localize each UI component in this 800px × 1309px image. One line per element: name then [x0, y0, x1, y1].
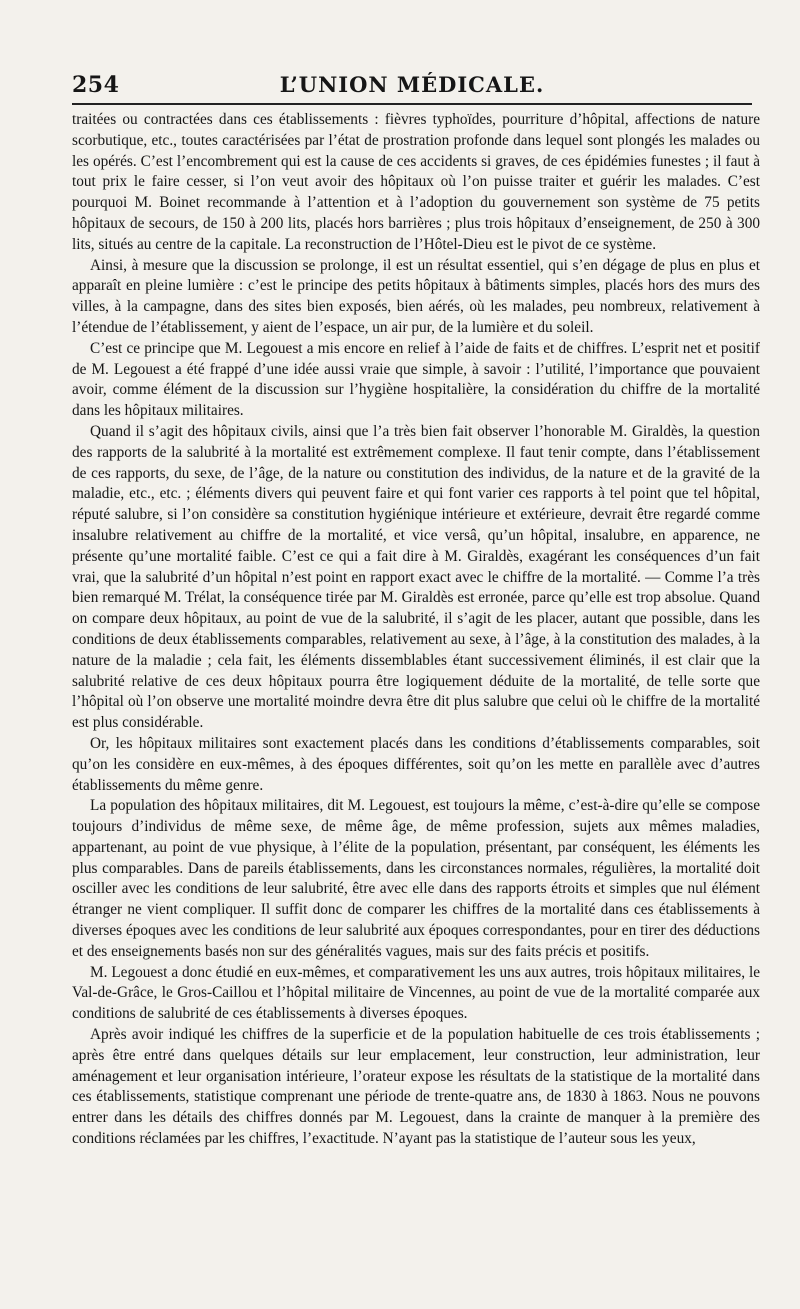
body-text [72, 110, 760, 1150]
paragraph-3: C’est ce principe que M. Legouest a mis encore en relief à l’aide de faits et de chiffres. L’esprit net et positif de M. Legouest a été frappé d’une idée aussi vraie que simple, à savoir : l’utilité, l’importance que pouvaient avoir, comme élément de la discussion sur l’hygiène hospitalière, la considération du chiffre de la mortalité dans les hôpitaux militaires. [72, 339, 760, 420]
header-rule [72, 103, 752, 105]
paragraph-8: Après avoir indiqué les chiffres de la superficie et de la population habituelle de ces trois établissements ; après être entré dans quelques détails sur leur emplacement, leur construction, leur administration, leur aménagement et leur organisation intérieure, l’orateur expose les résultats de la statistique de la mortalité dans ces établissements, statistique comprenant une période de trente-quatre ans, de 1830 à 1863. Nous ne pouvons entrer dans les détails des chiffres donnés par M. Legouest, dans la crainte de manquer à la première des conditions réclamées par les chiffres, l’exactitude. N’ayant pas la statistique de l’auteur sous les yeux, [72, 1026, 760, 1148]
paragraph-5: Or, les hôpitaux militaires sont exactement placés dans les conditions d’établissements comparables, soit qu’on les considère en eux-mêmes, à des époques différentes, soit qu’on les mette en parallèle avec d’autres établissements du même genre. [72, 734, 760, 794]
page-header [72, 72, 752, 98]
paragraph-4: Quand il s’agit des hôpitaux civils, ainsi que l’a très bien fait observer l’honorable M. Giraldès, la question des rapports de la salubrité à la mortalité est extrêmement complexe. Il faut tenir compte, dans l’établissement de ces rapports, du sexe, de l’âge, de la nature ou constitution des individus, de la nature et de la gravité de la maladie, etc., etc. ; éléments divers qui peuvent faire et qui font varier ces rapports à tel point que tel hôpital, réputé salubre, si l’on considère sa constitution hygiénique intérieure et extérieure, devrait être regardé comme insalubre relativement au chiffre de la mortalité, et vice versâ, qu’un hôpital, insalubre, en apparence, ne présente qu’une mortalité faible. C’est ce qui a fait dire à M. Giraldès, exagérant les conséquences d’un fait vrai, que la salubrité d’un hôpital n’est point en rapport exact avec le chiffre de la mortalité. — Comme l’a très bien remarqué M. Trélat, la conséquence tirée par M. Giraldès est erronée, parce qu’elle est trop absolue. Quand on compare deux hôpitaux, au point de vue de la salubrité, il s’agit de les placer, autant que possible, dans les conditions de deux établissements comparables, relativement au sexe, à l’âge, à la constitution des malades, à la nature de la maladie ; cela fait, les éléments dissemblables étant successivement éliminés, il est clair que la salubrité relative de ces deux hôpitaux pourra être logiquement déduite de la mortalité, de telle sorte que l’hôpital où l’on observe une mortalité moindre devra être dit plus salubre que celui où le chiffre de la mortalité est plus considérable. [72, 422, 760, 732]
paragraph-6: La population des hôpitaux militaires, dit M. Legouest, est toujours la même, c’est-à-dire qu’elle se compose toujours d’individus de même sexe, de même âge, de même profession, sujets aux mêmes maladies, appartenant, au point de vue physique, à l’élite de la population, présentant, par conséquent, les éléments les plus comparables. Dans de pareils établissements, dans les circonstances normales, régulières, la mortalité doit osciller avec les conditions de leur salubrité, être avec elle dans des rapports étroits et simples que nul élément étranger ne vient compliquer. Il suffit donc de comparer les chiffres de la mortalité dans ces établissements à diverses époques avec les conditions de leur salubrité aux époques correspondantes, pour en tirer des déductions et des enseignements basés non sur des généralités vagues, mais sur des faits précis et positifs. [72, 797, 760, 960]
paragraph-7: M. Legouest a donc étudié en eux-mêmes, et comparativement les uns aux autres, trois hôpitaux militaires, le Val-de-Grâce, le Gros-Caillou et l’hôpital militaire de Vincennes, au point de vue de la mortalité comparée aux conditions de salubrité de ces établissements à diverses époques. [72, 963, 760, 1023]
paragraph-1: traitées ou contractées dans ces établissements : fièvres typhoïdes, pourriture d’hôpital, affections de nature scorbutique, etc., toutes caractérisées par l’état de prostration profonde dans lequel sont plongés les malades ou les opérés. C’est l’encombrement qui est la cause de ces accidents si graves, de ces épidémies funestes ; il faut à tout prix le faire cesser, si l’on veut avoir des hôpitaux où l’on puisse traiter et guérir les malades. C’est pourquoi M. Boinet recommande à l’attention et à l’adoption du gouvernement son système de 75 petits hôpitaux de secours, de 150 à 200 lits, placés hors barrières ; plus trois hôpitaux d’enseignement, de 250 à 300 lits, situés au centre de la capitale. La reconstruction de l’Hôtel-Dieu est le pivot de ce système. [72, 111, 760, 253]
page-number: 254 [72, 72, 120, 98]
running-title: L’UNION MÉDICALE. [279, 72, 545, 97]
paragraph-2: Ainsi, à mesure que la discussion se prolonge, il est un résultat essentiel, qui s’en dégage de plus en plus et apparaît en pleine lumière : c’est le principe des petits hôpitaux à bâtiments simples, placés hors des murs des villes, à la campagne, dans des sites bien exposés, bien aérés, où les malades, peu nombreux, relativement à l’étendue de l’établissement, y aient de l’espace, un air pur, de la lumière et du soleil. [72, 256, 760, 336]
